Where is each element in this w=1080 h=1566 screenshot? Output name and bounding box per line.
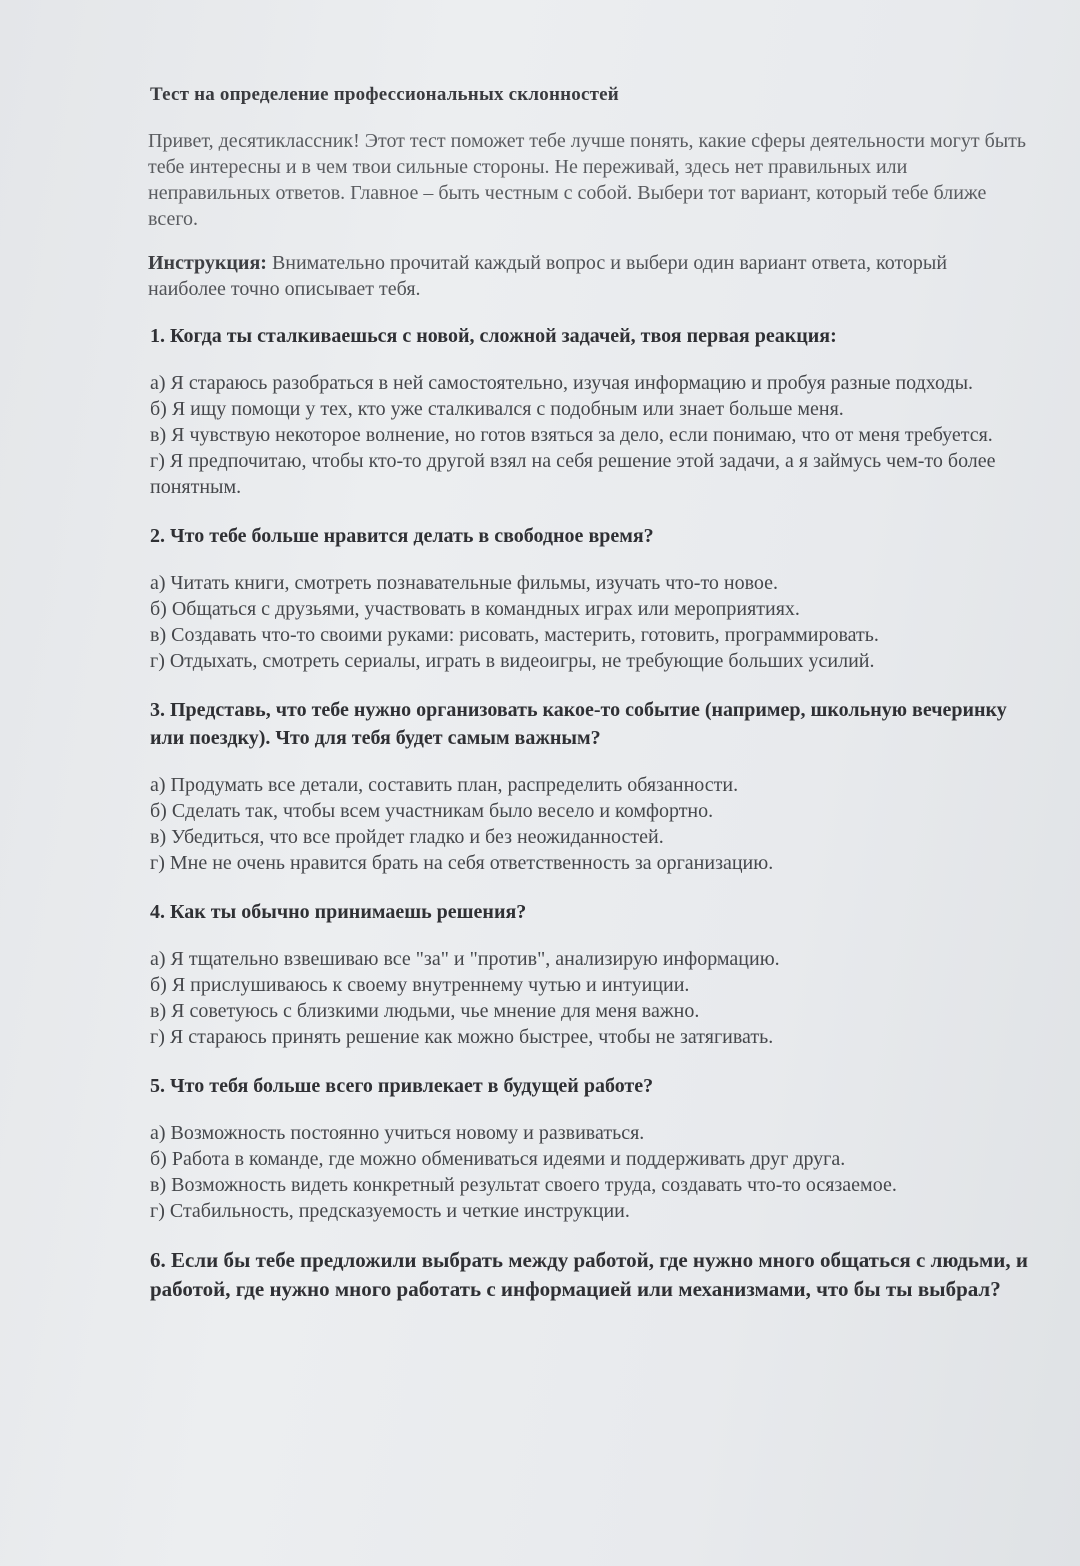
question-1-options: [150, 370, 1028, 500]
answer-option: в) Я чувствую некоторое волнение, но готов взяться за дело, если понимаю, что от меня требуется.: [150, 424, 993, 446]
answer-option: а) Продумать все детали, составить план, распределить обязанности.: [150, 774, 739, 796]
answer-option: а) Я стараюсь разобраться в ней самостоятельно, изучая информацию и пробуя разные подходы.: [150, 372, 974, 394]
answer-option: а) Возможность постоянно учиться новому и развиваться.: [150, 1122, 645, 1144]
answer-option: б) Я ищу помощи у тех, кто уже сталкивался с подобным или знает больше меня.: [150, 398, 844, 420]
answer-option: в) Создавать что-то своими руками: рисовать, мастерить, готовить, программировать.: [150, 624, 879, 646]
answer-option: г) Отдыхать, смотреть сериалы, играть в видеоигры, не требующие больших усилий.: [150, 650, 875, 672]
question-4: 4. Как ты обычно принимаешь решения?: [150, 901, 527, 923]
question-2: 2. Что тебе больше нравится делать в свободное время?: [150, 525, 654, 547]
intro-paragraph: Привет, десятиклассник! Этот тест поможет тебе лучше понять, какие сферы деятельности могут быть тебе интересны и в чем твои сильные стороны. Не переживай, здесь нет правильных или неправильных ответов. Главное – быть честным с собой. Выбери тот вариант, который тебе ближе всего.: [148, 130, 1027, 230]
answer-option: в) Убедиться, что все пройдет гладко и без неожиданностей.: [150, 826, 664, 848]
instruction-paragraph: [148, 250, 1028, 302]
answer-option: б) Сделать так, чтобы всем участникам было весело и комфортно.: [150, 800, 714, 822]
answer-option: б) Я прислушиваюсь к своему внутреннему чутью и интуиции.: [150, 974, 690, 996]
document-title: Тест на определение профессиональных склонностей: [150, 84, 619, 105]
question-3: 3. Представь, что тебе нужно организовать какое-то событие (например, школьную вечеринку или поездку). Что для тебя будет самым важным?: [150, 699, 1007, 749]
answer-option: а) Я тщательно взвешиваю все "за" и "против", анализирую информацию.: [150, 948, 780, 970]
answer-option: а) Читать книги, смотреть познавательные фильмы, изучать что-то новое.: [150, 572, 779, 594]
question-4-options: [150, 946, 1028, 1050]
answer-option: б) Общаться с друзьями, участвовать в командных играх или мероприятиях.: [150, 598, 800, 620]
question-5: 5. Что тебя больше всего привлекает в будущей работе?: [150, 1075, 654, 1097]
answer-option: в) Возможность видеть конкретный результат своего труда, создавать что-то осязаемое.: [150, 1174, 897, 1196]
question-6: 6. Если бы тебе предложили выбрать между работой, где нужно много общаться с людьми, и работой, где нужно много работать с информацией или механизмами, что бы ты выбрал?: [150, 1248, 1028, 1301]
question-1: 1. Когда ты сталкиваешься с новой, сложной задачей, твоя первая реакция:: [150, 325, 837, 347]
answer-option: г) Я предпочитаю, чтобы кто-то другой взял на себя решение этой задачи, а я займусь чем-то более понятным.: [150, 450, 996, 498]
question-3-options: [150, 772, 1028, 876]
test-document: [148, 84, 1028, 1324]
answer-option: г) Мне не очень нравится брать на себя ответственность за организацию.: [150, 852, 774, 874]
instruction-label: Инструкция:: [148, 252, 267, 274]
answer-option: в) Я советуюсь с близкими людьми, чье мнение для меня важно.: [150, 1000, 700, 1022]
question-2-options: [150, 570, 1028, 674]
answer-option: г) Я стараюсь принять решение как можно быстрее, чтобы не затягивать.: [150, 1026, 774, 1048]
question-5-options: [150, 1120, 1028, 1224]
answer-option: б) Работа в команде, где можно обмениваться идеями и поддерживать друг друга.: [150, 1148, 846, 1170]
answer-option: г) Стабильность, предсказуемость и четкие инструкции.: [150, 1200, 630, 1222]
instruction-text: Внимательно прочитай каждый вопрос и выбери один вариант ответа, который наиболее точно описывает тебя.: [148, 252, 948, 300]
